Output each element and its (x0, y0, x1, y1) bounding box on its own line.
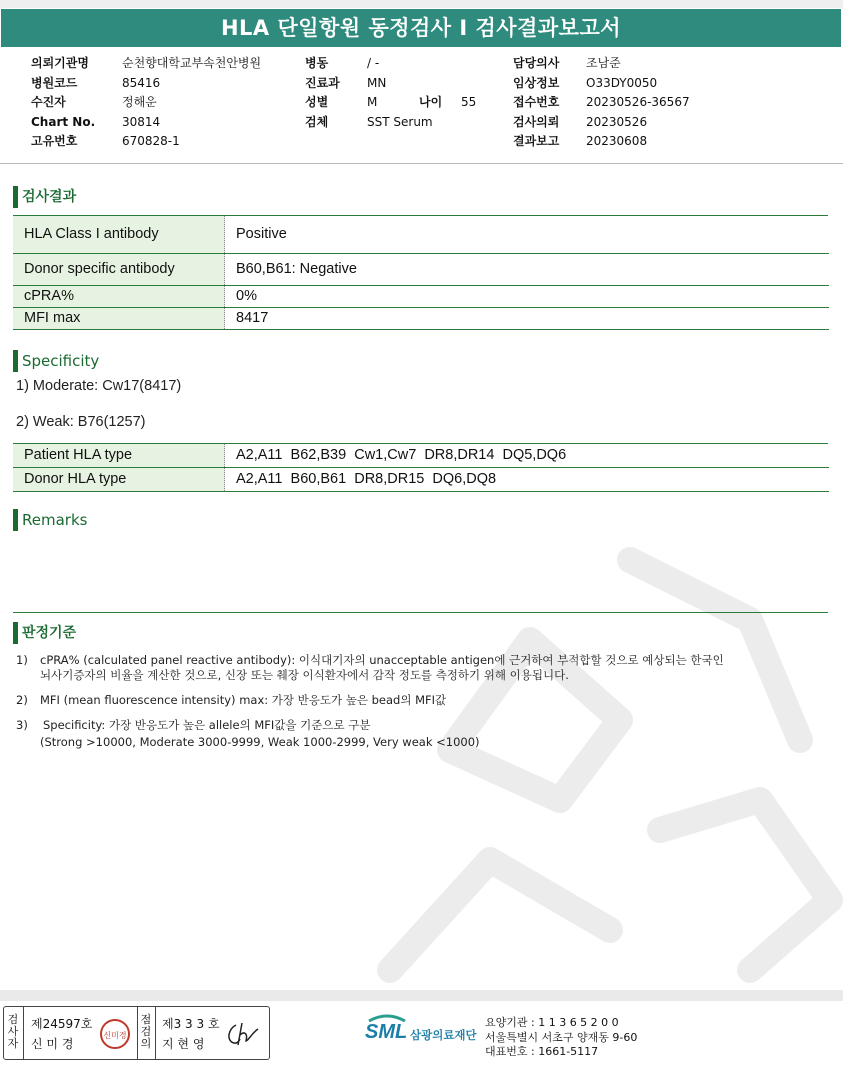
header-label: 진료과 (305, 75, 340, 90)
header-value: 20230526 (586, 114, 648, 129)
results-table (13, 216, 829, 330)
reviewer-number: 제3 3 3 호 (162, 1017, 220, 1031)
signature-box (3, 1006, 270, 1060)
result-value: B60,B61: Negative (225, 253, 830, 285)
header-value: 670828-1 (122, 134, 180, 148)
examiner-stamp (99, 1018, 131, 1050)
header-row (513, 93, 690, 113)
header-row (305, 93, 476, 113)
table-row (13, 467, 829, 491)
criteria-num: 1) (16, 653, 28, 667)
results-section-title: 검사결과 (13, 186, 76, 208)
header-value: 20230526-36567 (586, 95, 690, 109)
header-row (31, 132, 261, 152)
table-row (13, 307, 829, 329)
header-value: 85416 (122, 75, 161, 90)
header-value: MN (367, 75, 387, 90)
org-phone: 대표번호 : 1661-5117 (485, 1045, 599, 1058)
header-row (305, 113, 476, 133)
specificity-section-title: Specificity (13, 350, 99, 372)
logo-text: SML (365, 1021, 408, 1043)
result-key: HLA Class I antibody (13, 216, 225, 253)
age-label: 나이 (419, 95, 443, 109)
table-row (13, 444, 829, 467)
header-label: 결과보고 (513, 134, 560, 148)
examiner-label: 검사자 (7, 1013, 19, 1050)
criteria-line: Specificity: 가장 반응도가 높은 allele의 MFI값을 기준으로 구분 (43, 718, 371, 732)
reviewer-signature (222, 1019, 262, 1049)
result-value: Positive (225, 216, 830, 253)
top-band (0, 0, 843, 8)
header-label: 검사의뢰 (513, 114, 560, 129)
result-value: 0% (225, 285, 830, 307)
examiner-name: 신 미 경 (31, 1037, 74, 1051)
remarks-section-title: Remarks (13, 509, 87, 531)
reviewer-label: 점검의 (140, 1013, 152, 1050)
hla-type-table (13, 444, 829, 492)
result-value: 8417 (225, 307, 830, 329)
criteria-num: 2) (16, 693, 28, 707)
header-value: SST Serum (367, 114, 433, 129)
header-row (305, 54, 476, 74)
criteria-section-title: 판정기준 (13, 622, 76, 644)
specificity-item: 1) Moderate: Cw17(8417) (16, 378, 182, 394)
hla-value: A2,A11 B60,B61 DR8,DR15 DQ6,DQ8 (225, 467, 830, 491)
header-divider (0, 163, 843, 164)
criteria-line: (Strong >10000, Moderate 3000-9999, Weak 1000-2999, Very weak <1000) (40, 735, 480, 749)
header-value: / - (367, 56, 380, 70)
institution-code: 요양기관 : 1 1 3 6 5 2 0 0 (485, 1016, 619, 1029)
result-key: Donor specific antibody (13, 253, 225, 285)
criteria-num: 3) (16, 718, 28, 732)
sml-logo (365, 1013, 409, 1053)
header-label: 의뢰기관명 (31, 56, 89, 70)
header-label: 고유번호 (31, 134, 78, 148)
header-row (513, 113, 690, 133)
header-value: 순천향대학교부속천안병원 (122, 56, 262, 70)
criteria-line: MFI (mean fluorescence intensity) max: 가장 반응도가 높은 bead의 MFI값 (40, 693, 447, 707)
header-label: 검체 (305, 114, 329, 129)
remarks-divider (13, 612, 828, 613)
header-label: 담당의사 (513, 56, 560, 70)
header-value: 조남준 (586, 56, 621, 70)
header-label: 접수번호 (513, 95, 560, 109)
header-row (31, 54, 261, 74)
header-row (513, 132, 690, 152)
table-row (13, 216, 829, 253)
header-value: M (367, 95, 378, 109)
header-col1 (31, 54, 261, 152)
header-value: 20230608 (586, 134, 648, 148)
reviewer-name: 지 현 영 (162, 1037, 205, 1051)
report-title: HLA 단일항원 동정검사 I 검사결과보고서 (1, 9, 841, 47)
header-label: 임상정보 (513, 75, 560, 90)
criteria-line: cPRA% (calculated panel reactive antibody): 이식대기자의 unacceptable antigen에 근거하여 부적합할 것으로 예상되는 한국인 (40, 653, 724, 667)
hla-key: Donor HLA type (13, 467, 225, 491)
header-value: 30814 (122, 114, 161, 129)
table-row (13, 285, 829, 307)
header-row (31, 93, 261, 113)
header-label: Chart No. (31, 114, 96, 129)
header-label: 성별 (305, 95, 329, 109)
header-row (513, 54, 690, 74)
result-key: MFI max (13, 307, 225, 329)
specificity-item: 2) Weak: B76(1257) (16, 414, 146, 430)
org-address: 서울특별시 서초구 양재동 9-60 (485, 1031, 638, 1044)
header-value: O33DY0050 (586, 75, 658, 90)
header-col3 (513, 54, 690, 152)
header-value: 정해운 (122, 95, 157, 109)
footer-band (0, 990, 843, 1001)
header-row (31, 74, 261, 94)
org-name: 삼광의료재단 (410, 1028, 477, 1042)
header-label: 병동 (305, 56, 329, 70)
stamp-text: 신미경 (103, 1031, 127, 1040)
criteria-line: 뇌사기증자의 비율을 계산한 것으로, 신장 또는 췌장 이식환자에서 감작 정도를 측정하기 위해 이용됩니다. (40, 668, 569, 682)
header-label: 수진자 (31, 95, 66, 109)
header-label: 병원코드 (31, 75, 78, 90)
examiner-number: 제24597호 (31, 1017, 93, 1031)
hla-value: A2,A11 B62,B39 Cw1,Cw7 DR8,DR14 DQ5,DQ6 (225, 444, 830, 467)
header-row (31, 113, 261, 133)
header-row (513, 74, 690, 94)
header-row (305, 74, 476, 94)
header-col2 (305, 54, 476, 132)
age-value: 55 (461, 95, 477, 109)
table-row (13, 253, 829, 285)
result-key: cPRA% (13, 285, 225, 307)
hla-key: Patient HLA type (13, 444, 225, 467)
